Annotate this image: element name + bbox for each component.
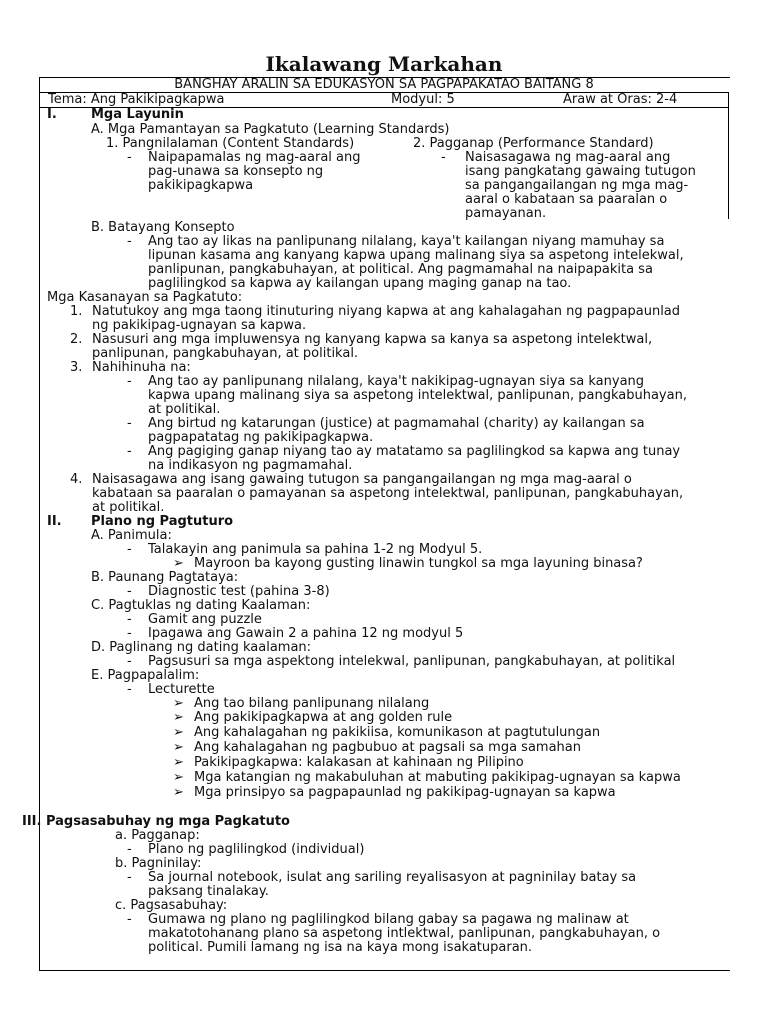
section-number: II. xyxy=(47,514,62,529)
subsection-a: A. Mga Pamantayan sa Pagkatuto (Learning Standards) xyxy=(91,122,450,137)
dash: - xyxy=(127,584,132,599)
subsection-b: B. Batayang Konsepto xyxy=(91,220,235,235)
dash: - xyxy=(127,626,132,641)
dash: - xyxy=(127,654,132,669)
araw-label: Araw at Oras: 2-4 xyxy=(563,92,678,107)
performance-standard-heading: 2. Pagganap (Performance Standard) xyxy=(413,136,654,151)
skill-line: Nahihinuha na: xyxy=(92,360,191,375)
skill-line: Naisasagawa ang isang gawaing tutugon sa pangangailangan ng mga mag-aaral o xyxy=(92,472,632,487)
content-standard-line: Naipapamalas ng mag-aaral ang xyxy=(148,150,361,165)
concept-line: paglilingkod sa kapwa ay kailangan upang maging ganap na tao. xyxy=(148,276,572,291)
skill-sub-line: at politikal. xyxy=(148,402,221,417)
plan-item: Lecturette xyxy=(148,682,215,697)
section-heading: III. Pagsasabuhay ng mga Pagkatuto xyxy=(22,814,290,829)
content-standard-line: pakikipagkapwa xyxy=(148,178,254,193)
dash: - xyxy=(127,444,132,459)
lecturette-topic: Ang kahalagahan ng pakikiisa, komunikason at pagtutulungan xyxy=(194,725,601,740)
skill-line: Natutukoy ang mga taong itinuturing niyang kapwa at ang kahalagahan ng pagpapaunlad xyxy=(92,304,681,319)
lecturette-topic: Pakikipagkapwa: kalakasan at kahinaan ng Pilipino xyxy=(194,755,524,770)
dash: - xyxy=(127,912,132,927)
dash: - xyxy=(441,150,446,165)
arrow-bullet-icon: ➢ xyxy=(173,556,184,571)
skill-line: panlipunan, pangkabuhayan, at politikal. xyxy=(92,346,359,361)
content-standard-line: pag-unawa sa konsepto ng xyxy=(148,164,324,179)
lecturette-topic: Ang tao bilang panlipunang nilalang xyxy=(194,696,430,711)
application-line: political. Pumili lamang ng isa na kaya mong isakatuparan. xyxy=(148,940,533,955)
application-line: makatotohanang plano sa aspetong intlektwal, panlipunan, pangkabuhayan, o xyxy=(148,926,661,941)
application-line: Gumawa ng plano ng paglilingkod bilang gabay sa pagawa ng malinaw at xyxy=(148,912,629,927)
plan-item: Pagsusuri sa mga aspektong intelekwal, panlipunan, pangkabuhayan, at politikal xyxy=(148,654,676,669)
skill-sub-line: Ang birtud ng katarungan (justice) at pagmamahal (charity) ay kailangan sa xyxy=(148,416,645,431)
lecturette-topic: Mga katangian ng makabuluhan at mabuting pakikipag-ugnayan sa kapwa xyxy=(194,770,681,785)
section-heading: Mga Layunin xyxy=(91,107,184,122)
skill-sub-line: na indikasyon ng pagmamahal. xyxy=(148,458,353,473)
dash: - xyxy=(127,234,132,249)
dash: - xyxy=(127,842,132,857)
application-item: Plano ng paglilingkod (individual) xyxy=(148,842,365,857)
banner-title: BANGHAY ARALIN SA EDUKASYON SA PAGPAPAKATAO BAITANG 8 xyxy=(174,77,594,92)
skill-sub-line: Ang pagiging ganap niyang tao ay matatamo sa paglilingkod sa kapwa ang tunay xyxy=(148,444,681,459)
skill-sub-line: Ang tao ay panlipunang nilalang, kaya't nakikipag-ugnayan siya sa kanyang xyxy=(148,374,645,389)
concept-line: Ang tao ay likas na panlipunang nilalang, kaya't kailangan niyang mamuhay sa xyxy=(148,234,665,249)
skill-sub-line: kapwa upang malinang siya sa aspetong intelektwal, panlipunan, pangkabuhayan, xyxy=(148,388,687,403)
arrow-bullet-icon: ➢ xyxy=(173,770,184,785)
list-number: 3. xyxy=(70,360,83,375)
subsection-e: E. Pagpapalalim: xyxy=(91,668,200,683)
performance-standard-line: sa pangangailangan ng mga mag- xyxy=(465,178,689,193)
dash: - xyxy=(127,150,132,165)
plan-item: Diagnostic test (pahina 3-8) xyxy=(148,584,330,599)
dash: - xyxy=(127,416,132,431)
lecturette-topic: Ang pakikipagkapwa at ang golden rule xyxy=(194,710,453,725)
tema-label: Tema: Ang Pakikipagkapwa xyxy=(48,92,225,107)
subsection-a: A. Panimula: xyxy=(91,528,172,543)
skills-heading: Mga Kasanayan sa Pagkatuto: xyxy=(47,290,243,305)
arrow-bullet-icon: ➢ xyxy=(173,740,184,755)
concept-line: lipunan kasama ang kanyang kapwa upang malinang siya sa aspetong intelekwal, xyxy=(148,248,684,263)
subsection-a: a. Pagganap: xyxy=(115,828,200,843)
section-number: I. xyxy=(47,107,57,122)
subsection-c: C. Pagtuklas ng dating Kaalaman: xyxy=(91,598,311,613)
skill-line: ng pakikipag-ugnayan sa kapwa. xyxy=(92,318,307,333)
plan-item: Talakayin ang panimula sa pahina 1-2 ng Modyul 5. xyxy=(148,542,483,557)
arrow-bullet-icon: ➢ xyxy=(173,710,184,725)
lecturette-topic: Ang kahalagahan ng pagbubuo at pagsali sa mga samahan xyxy=(194,740,581,755)
skill-sub-line: pagpapatatag ng pakikipagkapwa. xyxy=(148,430,374,445)
performance-standard-line: Naisasagawa ng mag-aaral ang xyxy=(465,150,671,165)
section-heading: Plano ng Pagtuturo xyxy=(91,514,234,529)
dash: - xyxy=(127,374,132,389)
plan-item: Gamit ang puzzle xyxy=(148,612,262,627)
plan-item: Ipagawa ang Gawain 2 a pahina 12 ng modyul 5 xyxy=(148,626,464,641)
dash: - xyxy=(127,682,132,697)
dash: - xyxy=(127,542,132,557)
list-number: 2. xyxy=(70,332,83,347)
modyul-label: Modyul: 5 xyxy=(391,92,455,107)
arrow-bullet-icon: ➢ xyxy=(173,696,184,711)
arrow-bullet-icon: ➢ xyxy=(173,755,184,770)
skill-line: at politikal. xyxy=(92,500,165,515)
performance-standard-line: pamayanan. xyxy=(465,206,547,221)
plan-sub-item: Mayroon ba kayong gusting linawin tungkol sa mga layuning binasa? xyxy=(194,556,643,571)
subsection-b: B. Paunang Pagtataya: xyxy=(91,570,239,585)
application-line: paksang tinalakay. xyxy=(148,884,269,899)
skill-line: kabataan sa paaralan o pamayanan sa aspetong intelektwal, panlipunan, pangkabuhayan, xyxy=(92,486,684,501)
performance-standard-line: isang pangkatang gawaing tutugon xyxy=(465,164,696,179)
dash: - xyxy=(127,612,132,627)
dash: - xyxy=(127,870,132,885)
right-border xyxy=(728,92,729,219)
arrow-bullet-icon: ➢ xyxy=(173,785,184,800)
content-standard-heading: 1. Pangnilalaman (Content Standards) xyxy=(106,136,355,151)
performance-standard-line: aaral o kabataan sa paaralan o xyxy=(465,192,668,207)
lecturette-topic: Mga prinsipyo sa pagpapaunlad ng pakikipag-ugnayan sa kapwa xyxy=(194,785,616,800)
list-number: 4. xyxy=(70,472,83,487)
list-number: 1. xyxy=(70,304,83,319)
page-title: Ikalawang Markahan xyxy=(265,52,503,76)
subsection-b: b. Pagninilay: xyxy=(115,856,202,871)
concept-line: panlipunan, pangkabuhayan, at political. Ang pagmamahal na naipapakita sa xyxy=(148,262,653,277)
subsection-d: D. Paglinang ng dating kaalaman: xyxy=(91,640,312,655)
application-line: Sa journal notebook, isulat ang sariling reyalisasyon at pagninilay batay sa xyxy=(148,870,637,885)
arrow-bullet-icon: ➢ xyxy=(173,725,184,740)
skill-line: Nasusuri ang mga impluwensya ng kanyang kapwa sa kanya sa aspetong intelektwal, xyxy=(92,332,653,347)
subsection-c: c. Pagsasabuhay: xyxy=(115,898,228,913)
